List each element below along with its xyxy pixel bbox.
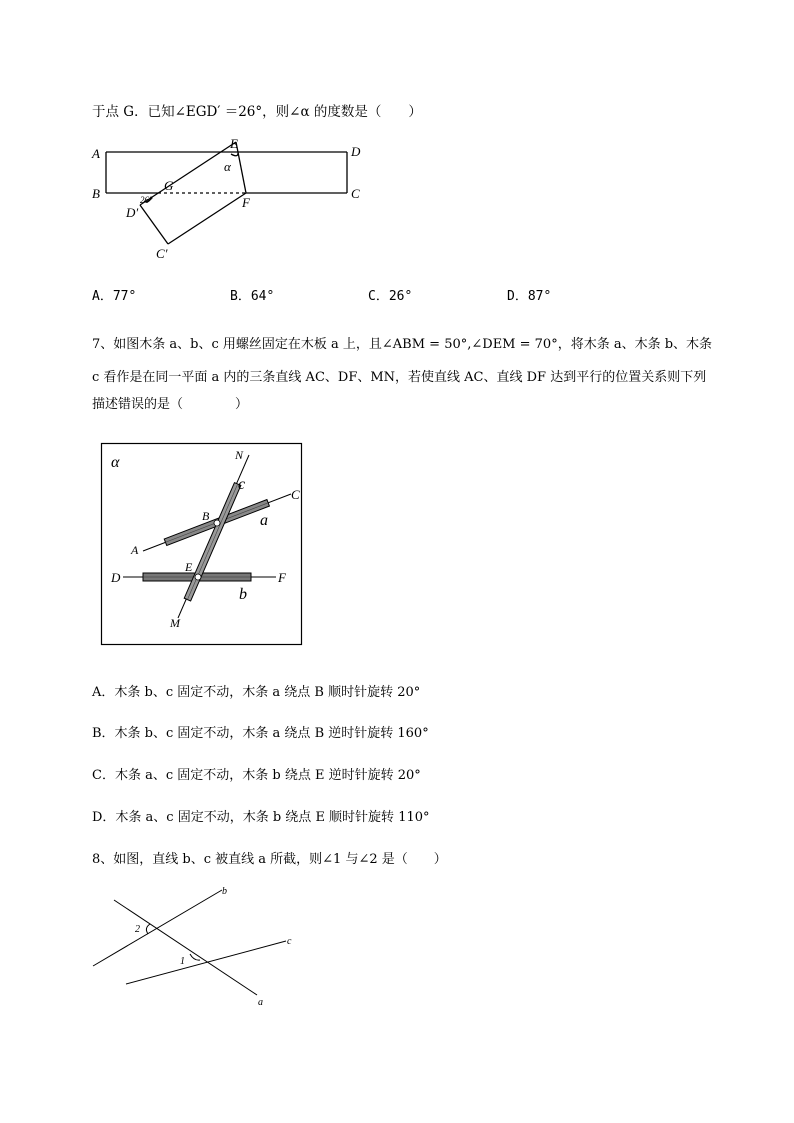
q7-label-a: a [260,512,268,529]
q6-option-d: D．87° [507,289,552,304]
q6-label-F: F [242,195,250,210]
q8-label-c: c [287,936,292,947]
q6-label-C: C [351,186,360,201]
q8-label-1: 1 [180,956,185,967]
q7-label-c: c [238,476,246,493]
q7-stem-line1: 7、如图木条 a、b、c 用螺丝固定在木板 a 上，且∠ABM = 50°,∠DEM = 70°，将木条 a、木条 b、木条 [92,337,713,352]
q8-stem: 8、如图，直线 b、c 被直线 a 所截，则∠1 与∠2 是（ ） [92,852,447,867]
q7-label-M: M [170,616,180,630]
q7-label-F: F [278,570,286,585]
q7-label-N: N [235,448,244,462]
q6-label-D-prime: D′ [126,205,139,220]
q6-label-C-prime: C′ [156,246,168,261]
q6-label-angle: 26° [140,195,153,205]
q7-label-B: B [202,509,210,523]
q6-option-b: B．64° [230,289,275,304]
q8-label-b: b [222,886,227,897]
q6-label-D: D [351,144,361,159]
q7-option-d: D．木条 a、c 固定不动，木条 b 绕点 E 顺时针旋转 110° [92,810,430,825]
q7-label-plane: α [111,454,120,471]
q7-label-A: A [131,543,139,557]
q7-option-a: A．木条 b、c 固定不动，木条 a 绕点 B 顺时针旋转 20° [92,685,421,700]
q7-label-b: b [239,586,247,603]
q8-label-a: a [258,997,263,1008]
q6-label-B: B [92,186,100,201]
q6-figure [88,138,388,268]
q6-label-alpha: α [224,159,231,174]
q7-figure [101,443,303,646]
q7-label-E: E [185,560,193,574]
q8-label-2: 2 [135,924,140,935]
q7-option-c: C．木条 a、c 固定不动，木条 b 绕点 E 逆时针旋转 20° [92,768,421,783]
q6-option-c: C．26° [368,289,413,304]
q6-label-E: E [230,136,238,151]
q7-label-D: D [111,570,121,585]
q6-label-G: G [164,178,174,193]
q7-label-C: C [291,487,300,502]
q7-stem-line2: c 看作是在同一平面 a 内的三条直线 AC、DF、MN，若使直线 AC、直线 DF 达到平行的位置关系则下列 [92,370,707,385]
q7-option-b: B．木条 b、c 固定不动，木条 a 绕点 B 逆时针旋转 160° [92,726,429,741]
q8-figure [90,884,310,1009]
q6-label-A: A [92,146,100,161]
q6-option-a: A．77° [92,289,137,304]
q6-stem: 于点 G．已知∠EGD′ ＝26°，则∠α 的度数是（ ） [92,104,422,120]
q7-stem-line3: 描述错误的是（ ） [92,397,249,412]
